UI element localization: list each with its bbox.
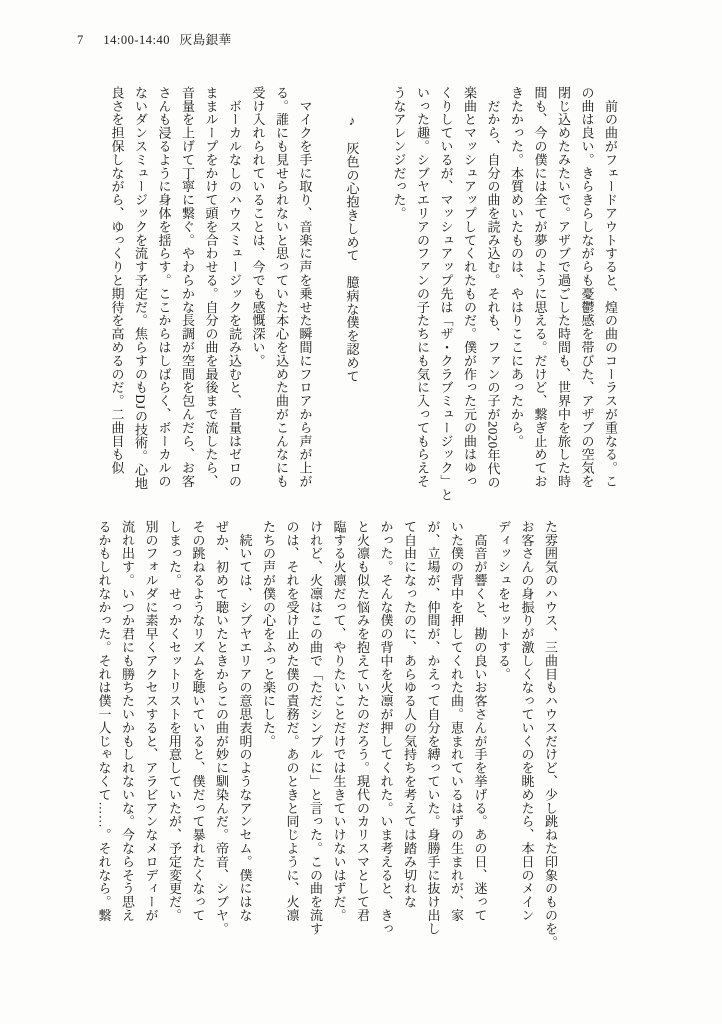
text-line: 受け入れられていることは、今でも感慨深い。 <box>250 86 266 368</box>
text-line <box>364 86 388 518</box>
text-line: 別のフォルダに素早くアクセスすると、アラビアンなメロディーが <box>143 520 159 922</box>
text-line: 良さを担保しながら、ゆっくりと期待を高めるのだ。二曲目も似 <box>109 86 125 475</box>
text-line: かった。そんな僕の背中を火凛が押してくれた。いま考えると、きっ <box>378 520 394 936</box>
text-line: て自由になったのに、あらゆる人の気持ちを考えては踏み切れな <box>402 520 417 909</box>
text-line: 続いては、シブヤエリアの意思表明のようなアンセム。僕にはな <box>237 520 253 922</box>
text-line: 臨する火凛だって、やりたいことだけでは生きていけないはずだ。 <box>331 520 347 922</box>
text-line: お客さんの身振りが激しくなっていくのを眺めたら、本日のメイン <box>519 520 535 922</box>
text-line: 高音が響くと、勘の良いお客さんが手を挙げる。あの日、迷って <box>472 520 488 922</box>
text-line: と火凛も似た悩みを抱えていたのだろう。現代のカリスマとして君 <box>355 520 370 922</box>
text-line: さんも浸るように身体を揺らす。ここからはしばらく、ボーカルの <box>156 86 172 488</box>
page-number: 7 <box>77 33 84 47</box>
text-line: 閉じ込めたみたいで。アザブで過ごした時間も、世界中を旅した時 <box>556 86 571 488</box>
text-line: けれど、火凛はこの曲で「ただシンプルに」と言った。この曲を流す <box>308 520 323 936</box>
text-line <box>317 86 341 518</box>
text-line: 流れ出す。いつか君にも勝ちたいかもしれないな。今ならそう思え <box>120 520 135 922</box>
text-line: その跳ねるようなリズムを聴いていると、僕だって暴れたくなって <box>190 520 206 922</box>
text-line: たちの声が僕の心をふっと楽にした。 <box>261 520 276 748</box>
text-line: ♪ 灰色の心抱きしめて 臆病な僕を認めて <box>344 86 360 383</box>
text-line: 間も、今の僕には全てが夢のように思える。だけど、繋ぎ止めてお <box>532 86 548 488</box>
page-header <box>77 30 232 48</box>
vertical-text-block-top <box>105 86 622 518</box>
text-line: いった趣。シブヤエリアのファンの子たちにも気に入ってもらえそ <box>415 86 430 488</box>
text-line: が、立場が、仲間が、かえって自分を縛っていた。身勝手に抜け出し <box>425 520 441 936</box>
text-line: るかもしれなかった。それは僕一人じゃなくて……。それなら。繋 <box>96 520 112 922</box>
text-line: ディッシュをセットする。 <box>496 520 511 681</box>
text-line: のは、それを受け止めた僕の責務だ。あのときと同じように、火凛 <box>284 520 300 922</box>
text-line: しまった。せっかくセットリストを用意していたが、予定変更だ。 <box>167 520 182 922</box>
text-line: いた僕の背中を押してくれた曲。恵まれているはずの生まれが、家 <box>449 520 464 922</box>
text-line: 楽曲とマッシュアップしてくれたものだ。僕が作った元の曲はゆっ <box>462 86 477 488</box>
text-line: 前の曲がフェードアウトすると、煌の曲のコーラスが重なる。こ <box>603 86 618 488</box>
text-line: ボーカルなしのハウスミュージックを読み込むと、音量はゼロの <box>227 86 242 488</box>
text-line: ぜか、初めて聴いたときからこの曲が妙に馴染んだ。帝音、シブヤ。 <box>214 520 229 936</box>
text-line: マイクを手に取り、音楽に声を乗せた瞬間にフロアから声が上が <box>297 86 313 488</box>
header-time-slot: 14:00-14:40 <box>103 33 170 47</box>
text-line: る。誰にも見せられないと思っていた本心を込めた曲がこんなにも <box>274 86 289 488</box>
text-line: 音量を上げて丁寧に繋ぐ。やわらかな長調が空間を包んだら、お客 <box>180 86 195 488</box>
text-line: くりしているが、マッシュアップ先は「ザ・クラブミュージック」と <box>438 86 454 502</box>
vertical-text-block-bottom <box>92 520 562 952</box>
text-line: うなアレンジだった。 <box>391 86 407 220</box>
text-line: だから、自分の曲を読み込む。それも、ファンの子が2020年代の <box>485 86 501 489</box>
header-character-name: 灰島銀華 <box>179 33 232 47</box>
text-line: ないダンスミュージックを流す予定だ。焦らすのもDJの技術。心地 <box>133 86 148 490</box>
text-line: きたかった。本質めいたものは、やはりここにあったから。 <box>509 86 524 448</box>
text-line: た雰囲気のハウス、三曲目もハウスだけど、少し跳ねた印象のものを。 <box>543 520 558 949</box>
text-line: の曲は良い。きらきらしながらも憂鬱感を帯びた、アザブの空気を <box>579 86 595 488</box>
text-line: ままループをかけて頭を合わせる。自分の曲を最後まで流したら、 <box>203 86 219 488</box>
